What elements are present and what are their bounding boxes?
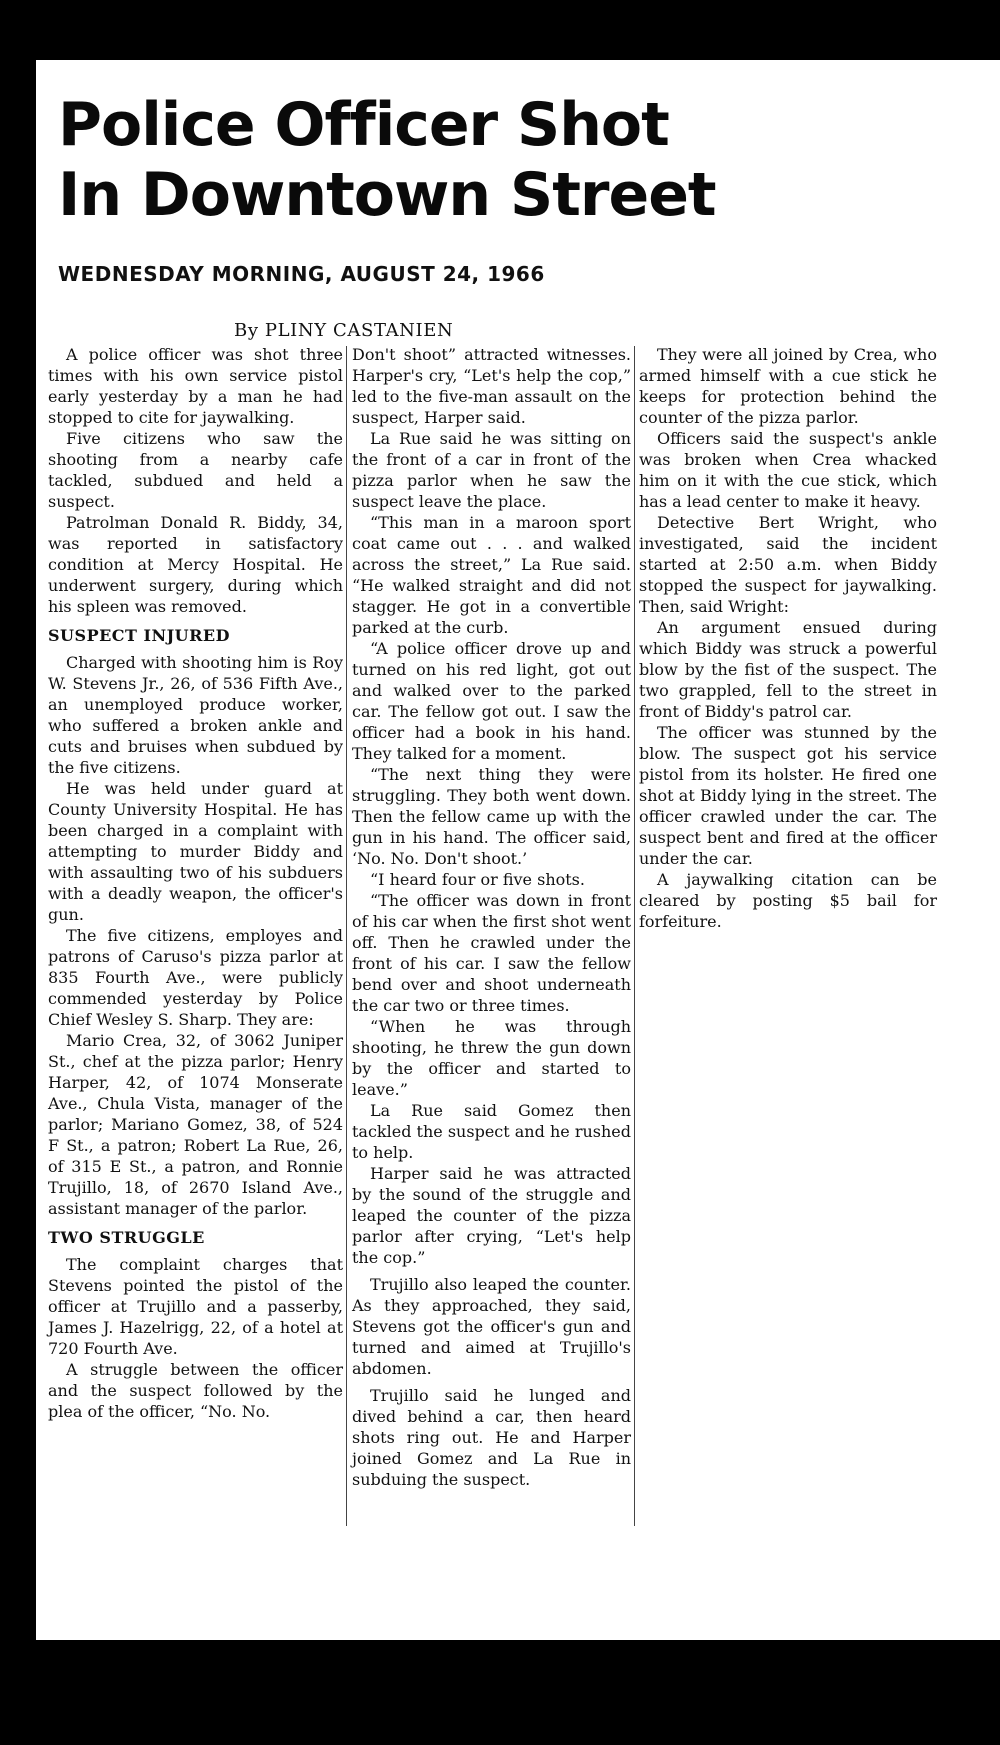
newspaper-clipping <box>36 60 1000 1640</box>
paragraph: The complaint charges that Stevens pointed the pistol of the officer at Trujillo and a passerby, James J. Hazelrigg, 22, of a hotel at 720 Fourth Ave. <box>48 1255 343 1358</box>
paragraph: Patrolman Donald R. Biddy, 34, was reported in satisfactory condition at Mercy Hospital. He underwent surgery, during which his spleen was removed. <box>48 513 343 616</box>
paragraph: Officers said the suspect's ankle was broken when Crea whacked him on it with the cue stick, which has a lead center to make it heavy. <box>639 429 937 511</box>
headline-line-2: In Downtown Street <box>58 160 716 230</box>
paragraph: Charged with shooting him is Roy W. Stevens Jr., 26, of 536 Fifth Ave., an unemployed produce worker, who suffered a broken ankle and cuts and bruises when subdued by the five citizens. <box>48 653 343 777</box>
paragraph: The five citizens, employes and patrons of Caruso's pizza parlor at 835 Fourth Ave., were publicly commended yesterday by Police Chief Wesley S. Sharp. They are: <box>48 926 343 1029</box>
article-column-2 <box>352 344 631 1490</box>
paragraph: Harper said he was attracted by the sound of the struggle and leaped the counter of the pizza parlor after crying, “Let's help the cop.” <box>352 1164 631 1267</box>
column-divider <box>634 346 635 1526</box>
paragraph: The officer was stunned by the blow. The suspect got his service pistol from its holster. He fired one shot at Biddy lying in the street. The officer crawled under the car. The suspect bent and fired at the officer under the car. <box>639 723 937 868</box>
paragraph: An argument ensued during which Biddy was struck a powerful blow by the fist of the suspect. The two grappled, fell to the street in front of Biddy's patrol car. <box>639 618 937 721</box>
byline: By PLINY CASTANIEN <box>234 320 454 341</box>
headline-line-1: Police Officer Shot <box>58 90 669 160</box>
paragraph: Trujillo also leaped the counter. As they approached, they said, Stevens got the officer's gun and turned and aimed at Trujillo's abdomen. <box>352 1275 631 1378</box>
paragraph: “This man in a maroon sport coat came out . . . and walked across the street,” La Rue said. “He walked straight and did not stagger. He got in a convertible parked at the curb. <box>352 513 631 637</box>
paragraph: A struggle between the officer and the suspect followed by the plea of the officer, “No. No. <box>48 1360 343 1421</box>
paragraph: Mario Crea, 32, of 3062 Juniper St., chef at the pizza parlor; Henry Harper, 42, of 1074 Monserate Ave., Chula Vista, manager of the parlor; Mariano Gomez, 38, of 524 F St., a patron; Robert La Rue, 26, of 315 E St., a patron, and Ronnie Trujillo, 18, of 2670 Island Ave., assistant manager of the parlor. <box>48 1031 343 1218</box>
subheading: SUSPECT INJURED <box>48 626 230 645</box>
paragraph: “The officer was down in front of his car when the first shot went off. Then he crawled under the front of his car. I saw the fellow bend over and shoot underneath the car two or three times. <box>352 891 631 1015</box>
article-column-3 <box>639 344 937 932</box>
paragraph: “When he was through shooting, he threw the gun down by the officer and started to leave.” <box>352 1017 631 1099</box>
paragraph: They were all joined by Crea, who armed himself with a cue stick he keeps for protection behind the counter of the pizza parlor. <box>639 345 937 427</box>
headline <box>58 90 758 230</box>
paragraph: Trujillo said he lunged and dived behind a car, then heard shots ring out. He and Harper joined Gomez and La Rue in subduing the suspect. <box>352 1386 631 1489</box>
subheading: TWO STRUGGLE <box>48 1228 205 1247</box>
paragraph: “The next thing they were struggling. They both went down. Then the fellow came up with the gun in his hand. The officer said, ‘No. No. Don't shoot.’ <box>352 765 631 868</box>
paragraph: He was held under guard at County University Hospital. He has been charged in a complaint with attempting to murder Biddy and with assaulting two of his subduers with a deadly weapon, the officer's gun. <box>48 779 343 924</box>
paragraph: Don't shoot” attracted witnesses. Harper's cry, “Let's help the cop,” led to the five-man assault on the suspect, Harper said. <box>352 345 631 427</box>
article-column-1 <box>48 344 343 1422</box>
paragraph: La Rue said he was sitting on the front of a car in front of the pizza parlor when he saw the suspect leave the place. <box>352 429 631 511</box>
paragraph: A jaywalking citation can be cleared by posting $5 bail for forfeiture. <box>639 870 937 931</box>
paragraph: Five citizens who saw the shooting from a nearby cafe tackled, subdued and held a suspect. <box>48 429 343 511</box>
paragraph: “I heard four or five shots. <box>370 870 585 889</box>
paragraph: La Rue said Gomez then tackled the suspect and he rushed to help. <box>352 1101 631 1162</box>
column-divider <box>346 346 347 1526</box>
paragraph: “A police officer drove up and turned on his red light, got out and walked over to the parked car. The fellow got out. I saw the officer had a book in his hand. They talked for a moment. <box>352 639 631 763</box>
paragraph: Detective Bert Wright, who investigated, said the incident started at 2:50 a.m. when Biddy stopped the suspect for jaywalking. Then, said Wright: <box>639 513 937 616</box>
dateline: WEDNESDAY MORNING, AUGUST 24, 1966 <box>58 262 545 286</box>
paragraph: A police officer was shot three times with his own service pistol early yesterday by a man he had stopped to cite for jaywalking. <box>48 345 343 427</box>
